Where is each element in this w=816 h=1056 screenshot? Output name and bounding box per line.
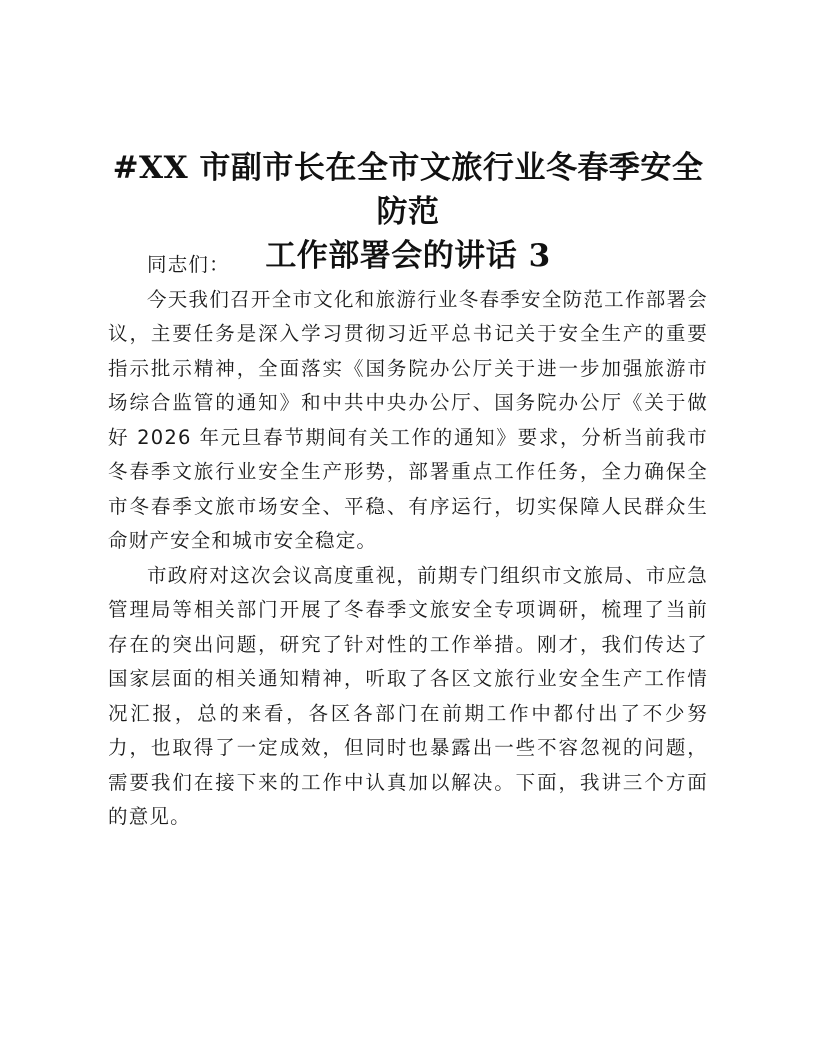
paragraph-1: 今天我们召开全市文化和旅游行业冬春季安全防范工作部署会议，主要任务是深入学习贯彻习近平总书记关于安全生产的重要指示批示精神，全面落实《国务院办公厅关于进一步加强旅游市场综合监管的通知》和中共中央办公厅、国务院办公厅《关于做好 2026 年元旦春节期间有关工作的通知》要求，分析当前我市冬春季文旅行业安全生产形势，部署重点工作任务，全力确保全市冬春季文旅市场安全、平稳、有序运行，切实保障人民群众生命财产安全和城市安全稳定。: [108, 287, 708, 552]
title-line-2: 工作部署会的讲话 3: [265, 238, 551, 274]
paragraph-2: 市政府对这次会议高度重视，前期专门组织市文旅局、市应急管理局等相关部门开展了冬春季文旅安全专项调研，梳理了当前存在的突出问题，研究了针对性的工作举措。刚才，我们传达了国家层面的相关通知精神，听取了各区文旅行业安全生产工作情况汇报，总的来看，各区各部门在前期工作中都付出了不少努力，也取得了一定成效，但同时也暴露出一些不容忽视的问题，需要我们在接下来的工作中认真加以解决。下面，我讲三个方面的意见。: [108, 563, 708, 828]
salutation: 同志们：: [147, 253, 230, 276]
title-line-1: #XX 市副市长在全市文旅行业冬春季安全防范: [112, 150, 704, 230]
document-body: [108, 248, 708, 835]
